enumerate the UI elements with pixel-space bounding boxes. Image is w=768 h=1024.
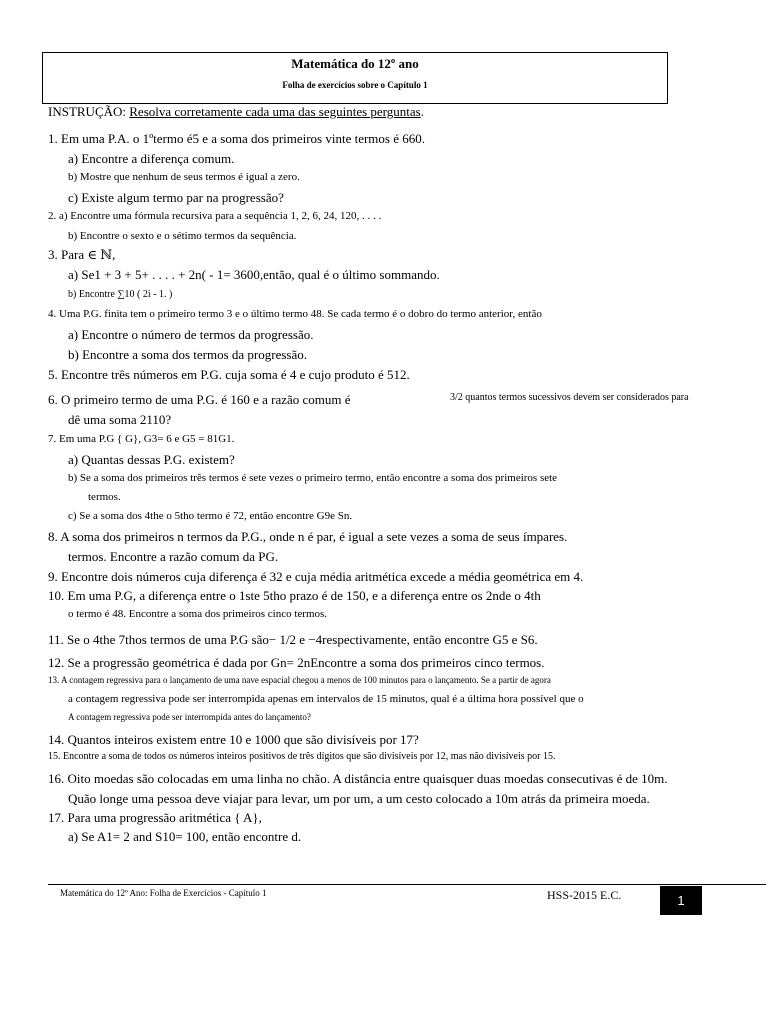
question-line: 3. Para ∈ ℕ, xyxy=(48,247,116,262)
page-subtitle: Folha de exercícios sobre o Capítulo 1 xyxy=(282,80,428,90)
question-line: a) Quantas dessas P.G. existem? xyxy=(68,452,235,467)
question-line: termos. Encontre a razão comum da PG. xyxy=(68,549,279,564)
question-line: c) Se a soma dos 4the o 5tho termo é 72, então encontre G9e Sn. xyxy=(68,510,353,522)
question-line: dê uma soma 2110? xyxy=(68,412,172,427)
question-line: 16. Oito moedas são colocadas em uma linha no chão. A distância entre quaisquer duas moedas consecutivas é de 10m. xyxy=(48,771,668,786)
question-line: o termo é 48. Encontre a soma dos primeiros cinco termos. xyxy=(68,608,328,620)
question-line: 8. A soma dos primeiros n termos da P.G., onde n é par, é igual a sete vezes a soma de seus ímpares. xyxy=(48,529,568,544)
footer-divider xyxy=(48,884,766,885)
question-line: a) Se1 + 3 + 5+ . . . . + 2n( - 1= 3600,então, qual é o último sommando. xyxy=(68,267,440,282)
page-title: Matemática do 12º ano xyxy=(291,56,419,71)
question-line: b) Mostre que nenhum de seus termos é igual a zero. xyxy=(68,171,300,183)
question-line: b) Encontre o sexto e o sétimo termos da sequência. xyxy=(68,230,297,242)
instruction-prefix: INSTRUÇÃO: xyxy=(48,104,130,119)
instruction xyxy=(48,104,424,120)
question-line: a) Encontre o número de termos da progressão. xyxy=(68,327,314,342)
question-line: 1. Em uma P.A. o 1ºtermo é5 e a soma dos primeiros vinte termos é 660. xyxy=(48,131,425,146)
question-line: A contagem regressiva pode ser interrompida antes do lançamento? xyxy=(68,712,311,722)
question-line: a) Encontre a diferença comum. xyxy=(68,151,235,166)
question-line: Quão longe uma pessoa deve viajar para levar, um por um, a um cesto colocado a 10m atrás da primeira moeda. xyxy=(68,791,650,806)
question-line: 9. Encontre dois números cuja diferença é 32 e cuja média aritmética excede a média geométrica em 4. xyxy=(48,569,584,584)
question-line: a contagem regressiva pode ser interrompida apenas em intervalos de 15 minutos, qual é a última hora possível que o xyxy=(68,693,584,705)
question-line: c) Existe algum termo par na progressão? xyxy=(68,190,284,205)
question-line: 4. Uma P.G. finita tem o primeiro termo 3 e o último termo 48. Se cada termo é o dobro do termo anterior, então xyxy=(48,308,542,320)
question-line: a) Se A1= 2 and S10= 100, então encontre d. xyxy=(68,829,302,844)
footer-left: Matemática do 12º Ano: Folha de Exercícios - Capítulo 1 xyxy=(60,888,267,898)
title-box xyxy=(42,52,668,104)
instruction-suffix: . xyxy=(420,104,424,119)
question-line: 10. Em uma P.G, a diferença entre o 1ste 5tho prazo é de 150, e a diferença entre os 2nde o 4th xyxy=(48,588,541,603)
question-line: 13. A contagem regressiva para o lançamento de uma nave espacial chegou a menos de 100 minutos para o lançamento. Se a partir de agora xyxy=(48,675,551,685)
question-line: 11. Se o 4the 7thos termos de uma P.G são− 1/2 e −4respectivamente, então encontre G5 e S6. xyxy=(48,632,538,647)
footer-right: HSS-2015 E.C. xyxy=(547,888,622,902)
question-line: 14. Quantos inteiros existem entre 10 e 1000 que são divisíveis por 17? xyxy=(48,732,419,747)
question-line: 5. Encontre três números em P.G. cuja soma é 4 e cujo produto é 512. xyxy=(48,367,410,382)
question-line: termos. xyxy=(88,491,121,503)
question-line: 17. Para uma progressão aritmética { A}, xyxy=(48,810,262,825)
question-line: 15. Encontre a soma de todos os números inteiros positivos de três dígitos que são divisíveis por 12, mas não divisíveis por 15. xyxy=(48,751,556,762)
question-line: b) Se a soma dos primeiros três termos é sete vezes o primeiro termo, então encontre a soma dos primeiros sete xyxy=(68,472,558,484)
question-line: 12. Se a progressão geométrica é dada por Gn= 2nEncontre a soma dos primeiros cinco termos. xyxy=(48,655,545,670)
instruction-text: Resolva corretamente cada uma das seguintes perguntas xyxy=(129,104,421,119)
page-number: 1 xyxy=(660,886,702,915)
question-line: b) Encontre ∑10 ( 2i - 1. ) xyxy=(68,289,173,300)
question-line: 3/2 quantos termos sucessivos devem ser considerados para xyxy=(450,392,689,403)
question-line: b) Encontre a soma dos termos da progressão. xyxy=(68,347,307,362)
question-line: 6. O primeiro termo de uma P.G. é 160 e a razão comum é xyxy=(48,392,351,407)
question-line: 7. Em uma P.G { G}, G3= 6 e G5 = 81G1. xyxy=(48,433,235,445)
question-line: 2. a) Encontre uma fórmula recursiva para a sequência 1, 2, 6, 24, 120, . . . . xyxy=(48,210,382,222)
